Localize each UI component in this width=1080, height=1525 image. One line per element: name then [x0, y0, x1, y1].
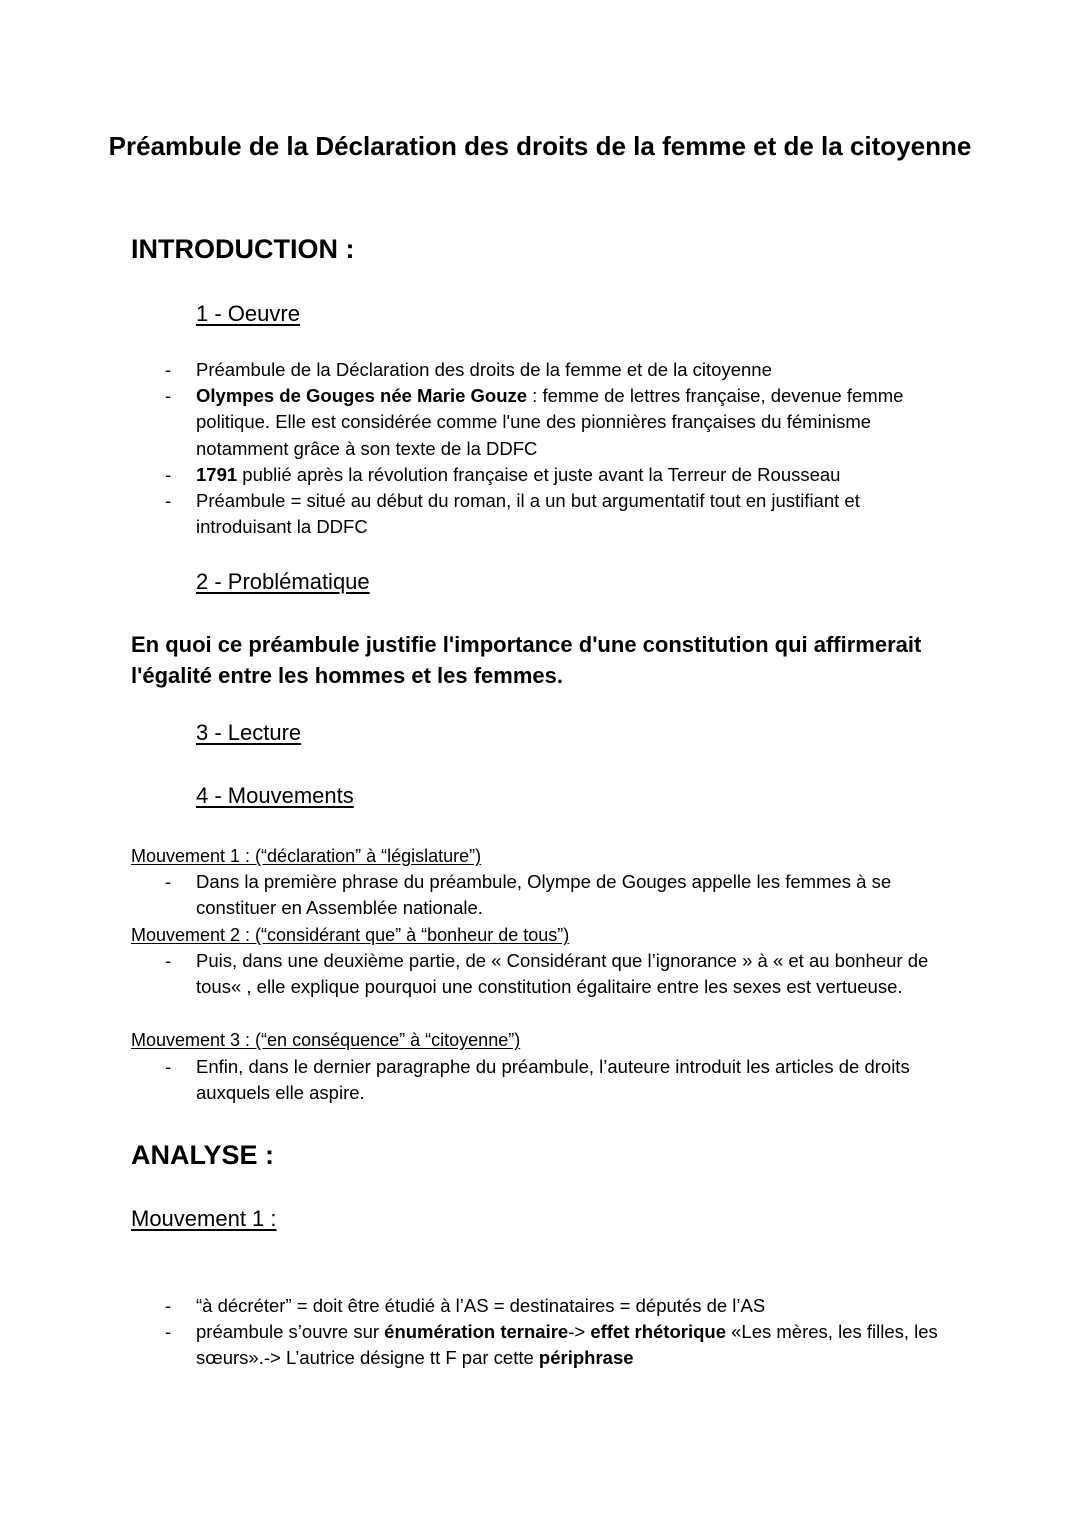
movement-1-text: Dans la première phrase du préambule, Olympe de Gouges appelle les femmes à se constituer en Assemblée nationale. — [196, 871, 892, 919]
analyse-item-text: -> — [568, 1321, 591, 1342]
analyse-item-text: préambule s’ouvre sur — [196, 1321, 385, 1342]
bullet-dash: - — [165, 1056, 172, 1077]
bullet-dash: - — [165, 464, 172, 485]
bullet-dash: - — [165, 359, 172, 380]
list-item — [196, 488, 956, 541]
analyse-item — [196, 1319, 956, 1372]
list-item — [196, 357, 956, 383]
bullet-dash: - — [165, 1321, 172, 1342]
introduction-heading: INTRODUCTION : — [131, 234, 355, 264]
analyse-item-bold: effet rhétorique — [590, 1321, 726, 1342]
analyse-item: “à décréter” = doit être étudié à l’AS = destinataires = députés de l’AS — [196, 1295, 766, 1316]
section-mouvements-heading: 4 - Mouvements — [196, 783, 354, 808]
analyse-movement-1-heading: Mouvement 1 : — [131, 1206, 277, 1231]
problematique-question: En quoi ce préambule justifie l'importance d'une constitution qui affirmerait l'égalité entre les hommes et les femmes. — [131, 632, 922, 688]
bullet-dash: - — [165, 950, 172, 971]
list-item-text: Préambule = situé au début du roman, il a un but argumentatif tout en justifiant et introduisant la DDFC — [196, 490, 860, 538]
page-title: Préambule de la Déclaration des droits de la femme et de la citoyenne — [108, 131, 972, 161]
list-item — [196, 383, 956, 462]
list-item-text: Préambule de la Déclaration des droits de la femme et de la citoyenne — [196, 359, 772, 380]
section-lecture-heading: 3 - Lecture — [196, 720, 302, 745]
movement-3-label: Mouvement 3 : (“en conséquence” à “citoyenne”) — [131, 1030, 521, 1050]
analyse-item-bold: périphrase — [538, 1347, 634, 1369]
bullet-dash: - — [165, 1295, 172, 1316]
bullet-dash: - — [165, 385, 172, 406]
movement-3-text: Enfin, dans le dernier paragraphe du préambule, l’auteure introduit les articles de droits auxquels elle aspire. — [196, 1056, 910, 1104]
list-item-text: publié après la révolution française et juste avant la Terreur de Rousseau — [237, 464, 841, 485]
list-item — [196, 462, 956, 488]
bullet-dash: - — [165, 490, 172, 511]
list-item-bold: 1791 — [196, 464, 238, 485]
analyse-item-text: «Les mères, les filles, les sœurs».-> L’autrice désigne tt F par cette — [196, 1321, 938, 1369]
bullet-dash: - — [165, 871, 172, 892]
section-problematique-heading: 2 - Problématique — [196, 569, 370, 594]
analyse-item-bold: énumération ternaire — [384, 1321, 569, 1342]
movement-2-label: Mouvement 2 : (“considérant que” à “bonheur de tous”) — [131, 925, 570, 945]
movement-1-label: Mouvement 1 : (“déclaration” à “législature”) — [131, 846, 482, 866]
movement-2-text: Puis, dans une deuxième partie, de « Considérant que l’ignorance » à « et au bonheur de tous« , elle explique pourquoi une constitution égalitaire entre les sexes est vertueuse. — [196, 950, 929, 998]
section-oeuvre-heading: 1 - Oeuvre — [196, 301, 300, 326]
analyse-heading: ANALYSE : — [131, 1140, 275, 1170]
list-item-bold: Olympes de Gouges née Marie Gouze — [196, 385, 528, 406]
list-item-text: : femme de lettres française, devenue femme politique. Elle est considérée comme l'une des pionnières françaises du féminisme notamment grâce à son texte de la DDFC — [196, 385, 904, 459]
